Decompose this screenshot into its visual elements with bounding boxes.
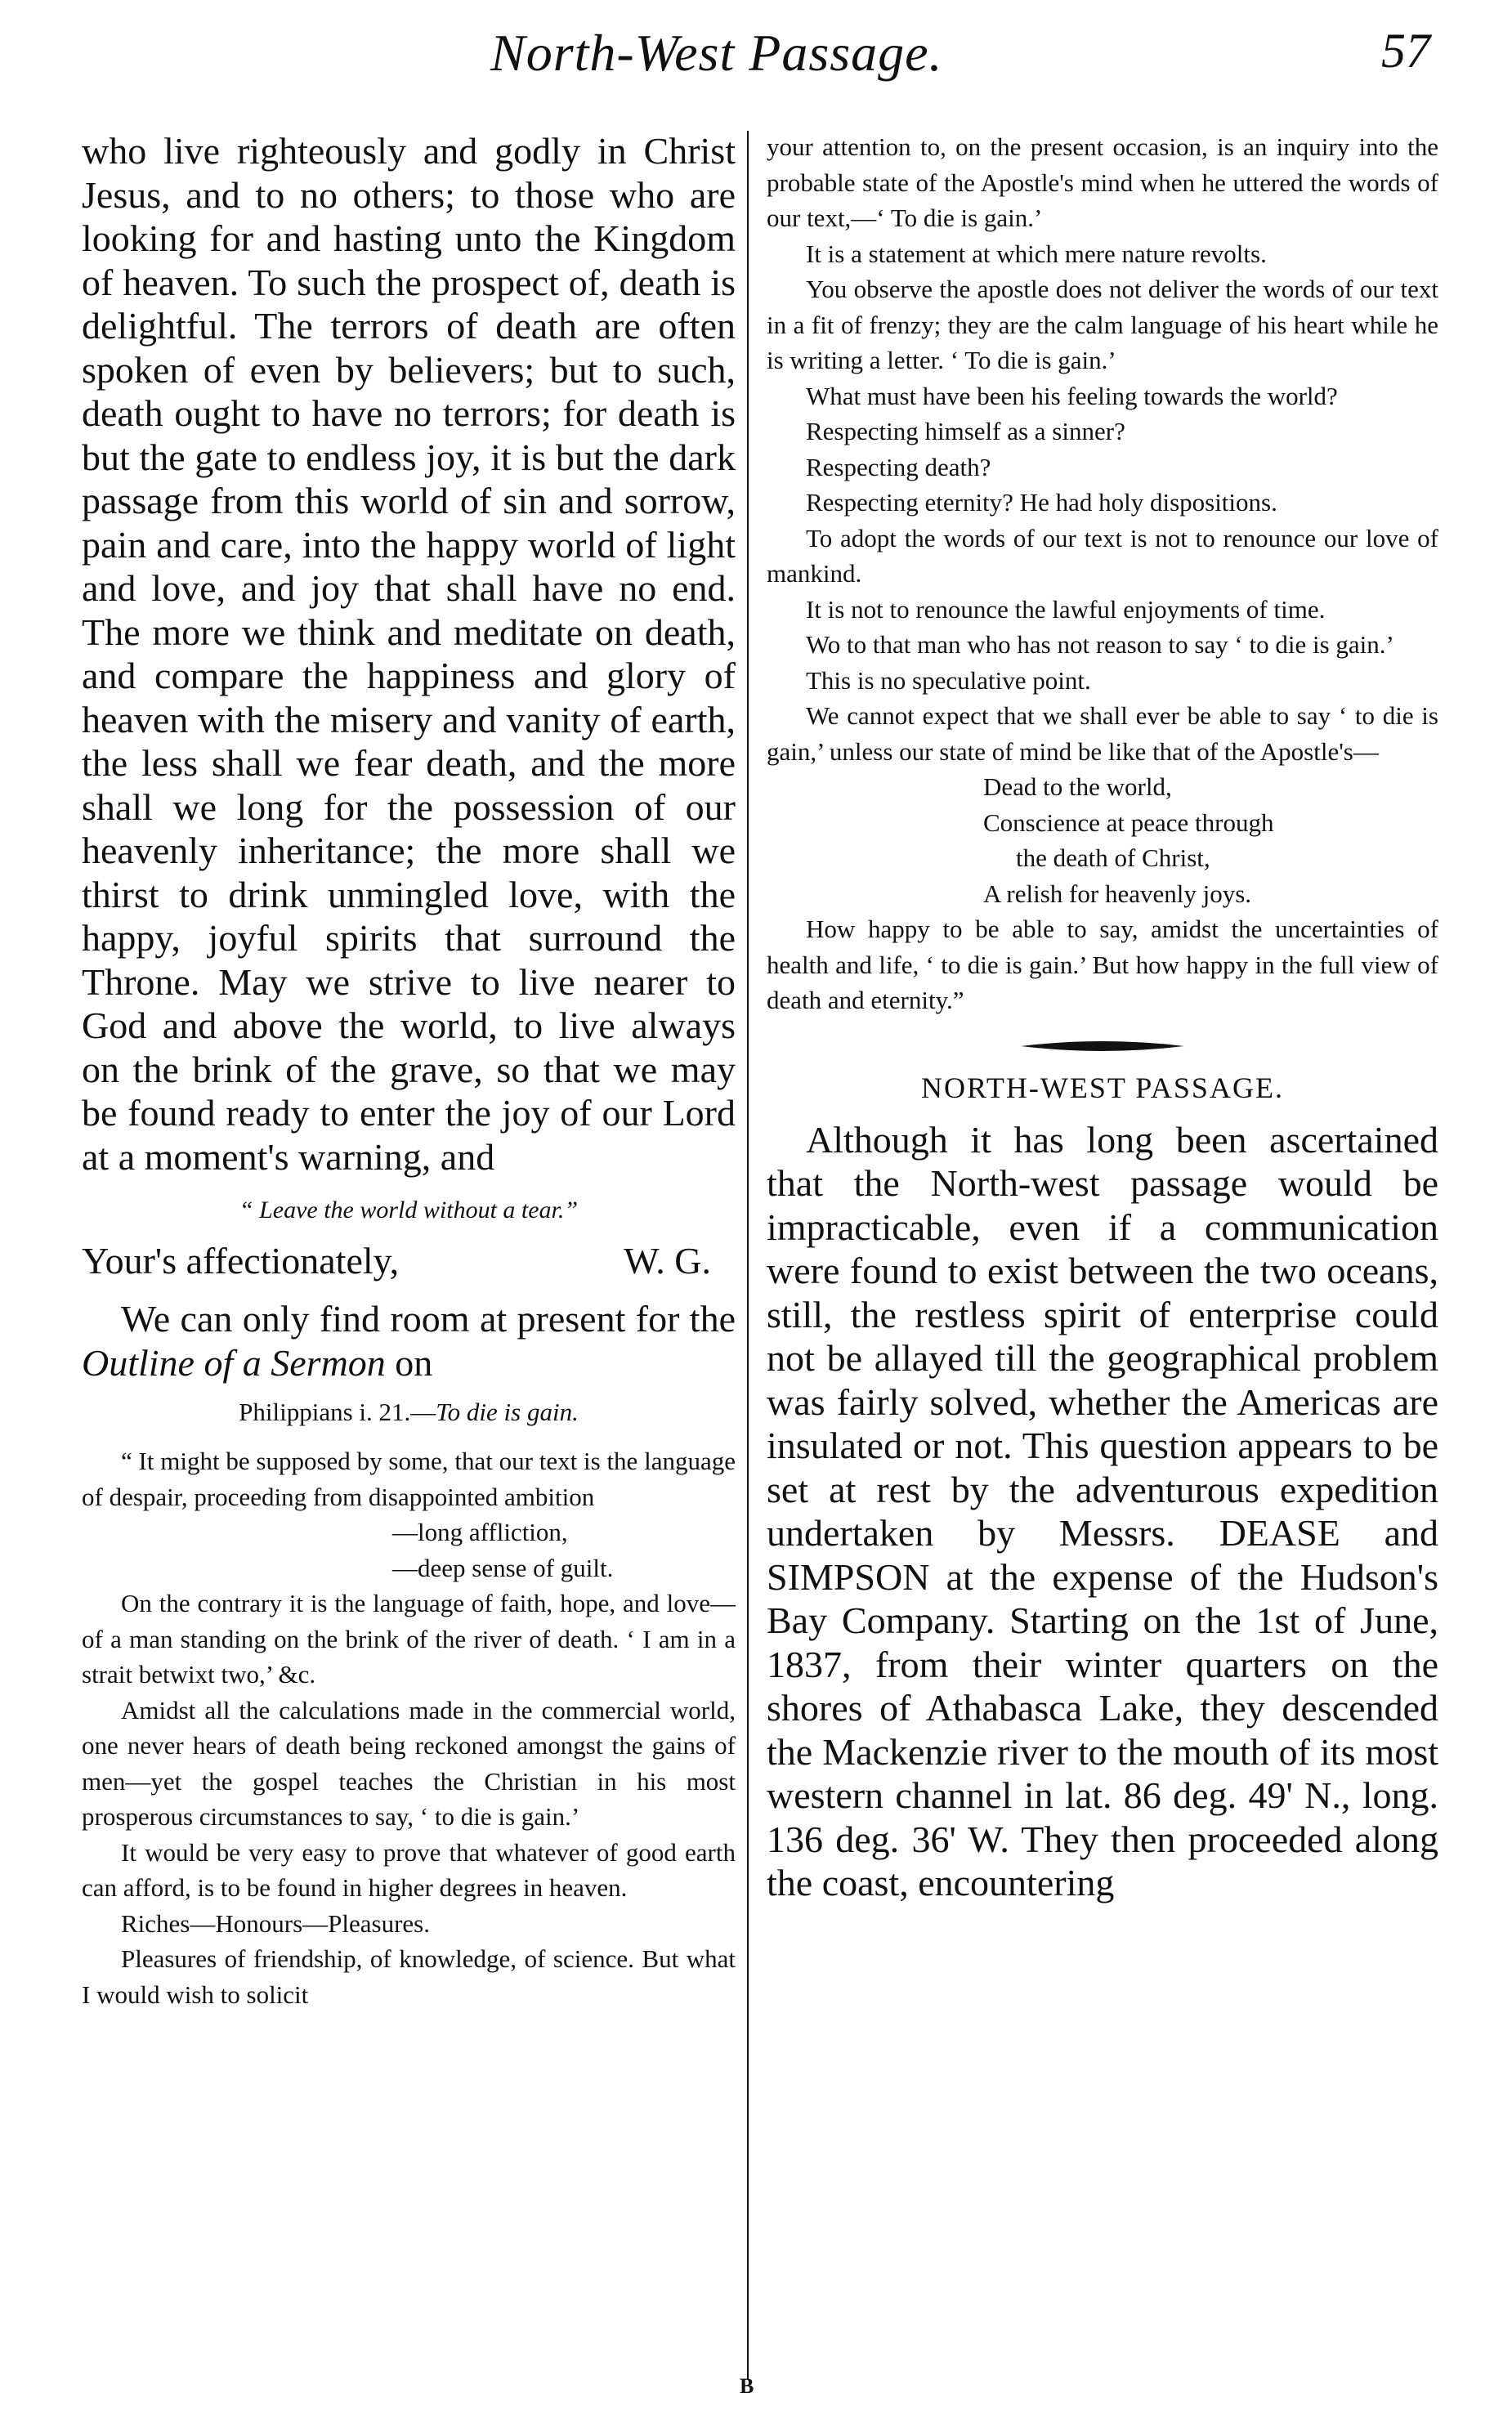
sermon-paragraph: On the contrary it is the language of faith, hope, and love—of a man standing on the brink of the river of death. ‘ I am in a strait betwixt two,’ &c. — [82, 1589, 736, 1689]
poem-line: A relish for heavenly joys. — [983, 879, 1252, 908]
sermon-paragraph: To adopt the words of our text is not to renounce our love of mankind. — [767, 523, 1438, 588]
sermon-paragraph: Wo to that man who has not reason to say ‘ to die is gain.’ — [806, 630, 1394, 659]
sermon-paragraph: This is no speculative point. — [806, 665, 1091, 695]
sermon-paragraph: Riches—Honours—Pleasures. — [121, 1908, 430, 1938]
sermon-subline: —deep sense of guilt. — [392, 1553, 614, 1582]
closing-row — [82, 1239, 711, 1282]
scripture-reference — [82, 1398, 736, 1427]
sermon-paragraph: It would be very easy to prove that whatever of good earth can afford, is to be found in higher degrees in heaven. — [82, 1837, 736, 1902]
ornament-divider-icon — [1021, 1038, 1184, 1054]
sermon-paragraph: Respecting himself as a sinner? — [806, 417, 1125, 445]
sermon-intro — [82, 1297, 736, 1384]
sermon-paragraph: It is not to renounce the lawful enjoyments of time. — [806, 594, 1326, 624]
left-column — [82, 129, 736, 2012]
section-heading: NORTH-WEST PASSAGE. — [921, 1071, 1284, 1104]
closing: Your's affectionately, — [82, 1240, 400, 1282]
quote-line: “ Leave the world without a tear.” — [239, 1197, 579, 1223]
sermon-paragraph: How happy to be able to say, amidst the uncertainties of health and life, ‘ to die is gain.’ But how happy in the full view of death and eternity.” — [767, 915, 1438, 1014]
intro-italic: Outline of a Sermon — [82, 1341, 386, 1384]
sermon-paragraph: Respecting death? — [806, 452, 991, 481]
main-paragraph: who live righteously and godly in Christ Jesus, and to no others; to those who are looking for and hasting unto the Kingdom of heaven. To such the prospect of, death is delightful. The terrors of death are often spoken of even by believers; but to such, death ought to have no terrors; for death is but the gate to endless joy, it is but the dark passage from this world of sin and sorrow, pain and care, into the happy world of light and love, and joy that shall have no end. The more we think and meditate on death, and compare the happiness and glory of heaven with the misery and vanity of earth, the less shall we fear death, and the more shall we long for the possession of our heavenly inheritance; the more shall we thirst to drink unmingled love, with the happy, joyful spirits that surround the Throne. May we strive to live nearer to God and above the world, to live always on the brink of the grave, so that we may be found ready to enter the joy of our Lord at a moment's warning, and — [82, 130, 736, 1178]
page-number: 57 — [1381, 24, 1430, 78]
column-rule — [747, 131, 749, 2380]
sermon-paragraph: We cannot expect that we shall ever be able to say ‘ to die is gain,’ unless our state of mind be like that of the Apostle's— — [767, 701, 1438, 766]
sermon-paragraph: Pleasures of friendship, of knowledge, of science. But what I would wish to solicit — [82, 1944, 736, 2009]
reference-italic: To die is gain. — [436, 1398, 579, 1426]
running-head — [0, 15, 1512, 80]
sermon-paragraph: Amidst all the calculations made in the commercial world, one never hears of death being reckoned amongst the gains of men—yet the gospel teaches the Christian in his most prosperous circumstances to say, ‘ to die is gain.’ — [82, 1695, 736, 1831]
poem-line: the death of Christ, — [1016, 843, 1210, 872]
poem-line: Conscience at peace through — [983, 807, 1274, 837]
running-title: North-West Passage. — [490, 24, 943, 82]
sermon-paragraph: You observe the apostle does not deliver the words of our text in a fit of frenzy; they are the calm language of his heart while he is writing a letter. ‘ To die is gain.’ — [767, 275, 1438, 374]
sermon-paragraph: your attention to, on the present occasion, is an inquiry into the probable state of the Apostle's mind when he uttered the words of our text,—‘ To die is gain.’ — [767, 132, 1438, 232]
sermon-paragraph: What must have been his feeling towards the world? — [806, 381, 1338, 410]
poem-line: Dead to the world, — [983, 772, 1172, 801]
sermon-paragraph: Respecting eternity? He had holy dispositions. — [806, 488, 1277, 517]
intro-end: on — [395, 1341, 433, 1384]
sermon-subline: —long affliction, — [392, 1518, 568, 1546]
intro-text: We can only find room at present for the — [121, 1298, 736, 1340]
article-paragraph: Although it has long been ascertained that the North-west passage would be impracticable, even if a communication were found to exist between the two oceans, still, the restless spirit of enterprise could not be allayed till the geographical problem was fairly solved, whether the Americas are insulated or not. This question appears to be set at rest by the adventurous expedition undertaken by Messrs. DEASE and SIMPSON at the expense of the Hudson's Bay Company. Starting on the 1st of June, 1837, from their winter quarters on the shores of Athabasca Lake, they descended the Mackenzie river to the mouth of its most western channel in lat. 86 deg. 49' N., long. 136 deg. 36' W. They then proceeded along the coast, encountering — [767, 1118, 1438, 1903]
reference-text: Philippians i. 21.— — [239, 1398, 436, 1426]
right-column — [767, 129, 1438, 1905]
signature: W. G. — [624, 1240, 711, 1282]
printer-signature-mark: B — [740, 2374, 754, 2398]
poem-block — [767, 769, 1438, 911]
sermon-paragraph: “ It might be supposed by some, that our text is the language of despair, proceeding from disappointed ambition — [82, 1447, 736, 1511]
sermon-paragraph: It is a statement at which mere nature revolts. — [806, 239, 1267, 268]
